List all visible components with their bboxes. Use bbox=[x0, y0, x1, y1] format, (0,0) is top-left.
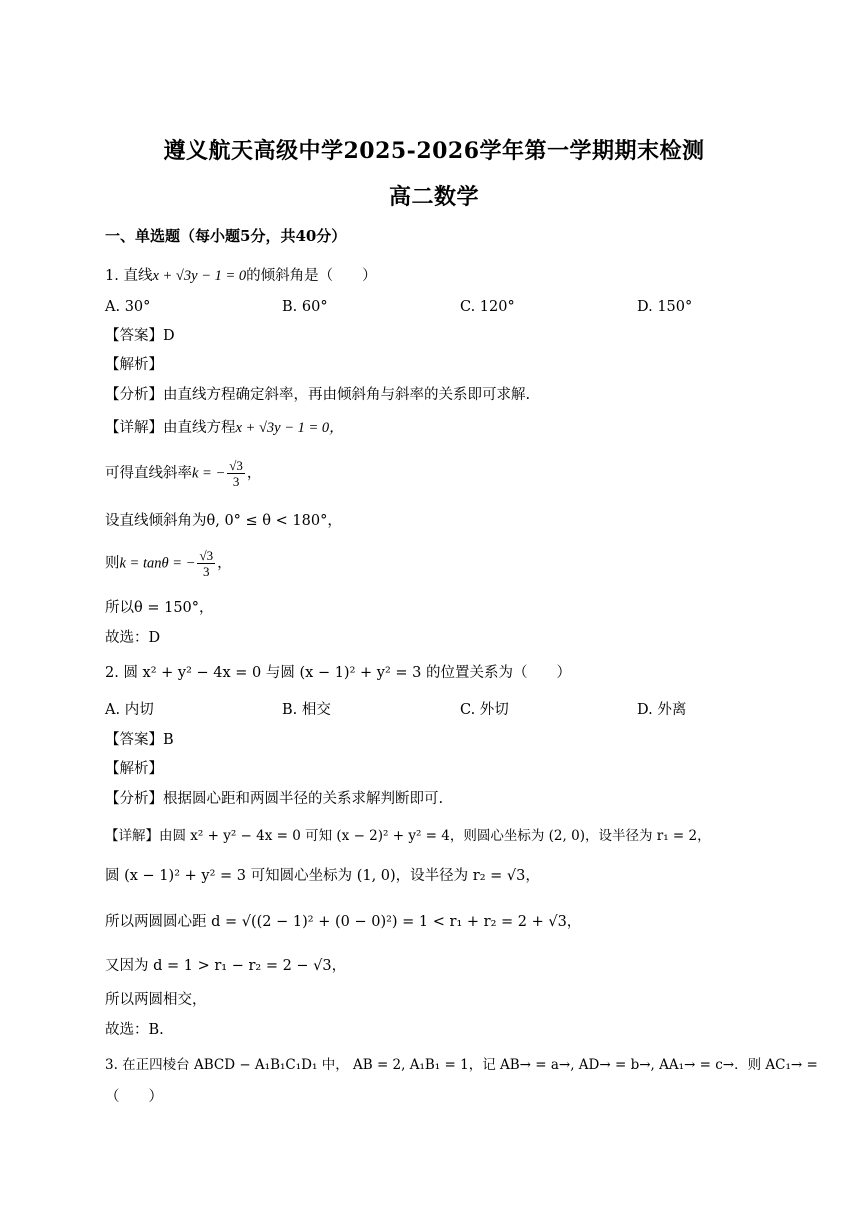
q2-option-d: D. 外离 bbox=[637, 702, 687, 718]
q1-stem-math: x + √3y − 1 = 0 bbox=[152, 268, 247, 284]
q2-analysis-label: 【解析】 bbox=[105, 761, 163, 777]
q2-detail: 【详解】由圆 x² + y² − 4x = 0 可知 (x − 2)² + y² = 4，则圆心坐标为 (2, 0)，设半径为 r₁ = 2， bbox=[105, 828, 711, 844]
q1-tan-comma: ， bbox=[217, 555, 232, 572]
q2-answer: 【答案】B bbox=[105, 732, 174, 748]
q2-line3: 所以两圆圆心距 d = √((2 − 1)² + (0 − 0)²) = 1 < r₁ + r₂ = 2 + √3， bbox=[105, 914, 582, 930]
q1-detail-pre: 【详解】由直线方程 bbox=[105, 420, 236, 436]
exam-title: 遵义航天高级中学2025-2026学年第一学期期末检测 bbox=[163, 138, 705, 164]
q1-so-line: 所以θ = 150°， bbox=[105, 600, 214, 616]
q1-option-a: A. 30° bbox=[105, 299, 151, 315]
q1-slope-den: 3 bbox=[232, 474, 240, 489]
q1-tan-num: √3 bbox=[199, 548, 214, 563]
q1-fenxi: 【分析】由直线方程确定斜率，再由倾斜角与斜率的关系即可求解. bbox=[105, 387, 531, 403]
q2-option-a: A. 内切 bbox=[105, 702, 154, 718]
q1-tan-fraction bbox=[197, 548, 215, 579]
q2-line4: 又因为 d = 1 > r₁ − r₂ = 2 − √3， bbox=[105, 958, 347, 974]
q1-choose: 故选：D bbox=[105, 630, 161, 646]
q1-stem-post: 的倾斜角是（ ） bbox=[246, 268, 377, 284]
q1-slope-num: √3 bbox=[229, 458, 243, 473]
q1-angle-line: 设直线倾斜角为θ, 0° ≤ θ < 180°， bbox=[105, 513, 342, 529]
section-heading: 一、单选题（每小题5分，共40分） bbox=[105, 227, 347, 245]
q2-option-c: C. 外切 bbox=[460, 702, 509, 718]
q1-slope-line bbox=[105, 458, 261, 489]
q2-stem: 2. 圆 x² + y² − 4x = 0 与圆 (x − 1)² + y² = 3 的位置关系为（ ） bbox=[105, 665, 571, 681]
q1-answer: 【答案】D bbox=[105, 328, 175, 344]
q1-tan-pre: 则 bbox=[105, 555, 120, 572]
q1-slope-comma: ， bbox=[246, 465, 262, 482]
q1-slope-k: k = − bbox=[192, 465, 226, 482]
q1-option-d: D. 150° bbox=[637, 299, 693, 315]
q3-stem: 3. 在正四棱台 ABCD − A₁B₁C₁D₁ 中， AB = 2, A₁B₁ = 1，记 AB→ = a→, AD→ = b→, AA₁→ = c→．则 AC₁→ = bbox=[105, 1057, 818, 1073]
q1-tan-den: 3 bbox=[203, 564, 210, 579]
exam-subtitle: 高二数学 bbox=[388, 184, 479, 210]
q2-fenxi: 【分析】根据圆心距和两圆半径的关系求解判断即可. bbox=[105, 791, 444, 807]
q1-tan-math: k = tanθ = − bbox=[119, 555, 196, 572]
q1-option-c: C. 120° bbox=[460, 299, 515, 315]
q2-choose: 故选：B. bbox=[105, 1022, 164, 1038]
q2-line5: 所以两圆相交， bbox=[105, 992, 207, 1008]
q1-stem bbox=[105, 266, 377, 286]
q1-slope-pre: 可得直线斜率 bbox=[105, 465, 192, 482]
q2-line2: 圆 (x − 1)² + y² = 3 可知圆心坐标为 (1, 0)，设半径为 r₂ = √3， bbox=[105, 868, 540, 884]
q1-detail bbox=[105, 418, 344, 438]
q1-analysis-label: 【解析】 bbox=[105, 357, 163, 373]
q1-stem-pre: 1. 直线 bbox=[105, 268, 153, 284]
q2-option-b: B. 相交 bbox=[282, 702, 331, 718]
q1-detail-math: x + √3y − 1 = 0， bbox=[235, 420, 344, 436]
q1-option-b: B. 60° bbox=[282, 299, 328, 315]
q1-slope-fraction bbox=[227, 458, 245, 489]
q3-paren: （ ） bbox=[105, 1089, 163, 1105]
q1-tan-line bbox=[105, 548, 232, 579]
